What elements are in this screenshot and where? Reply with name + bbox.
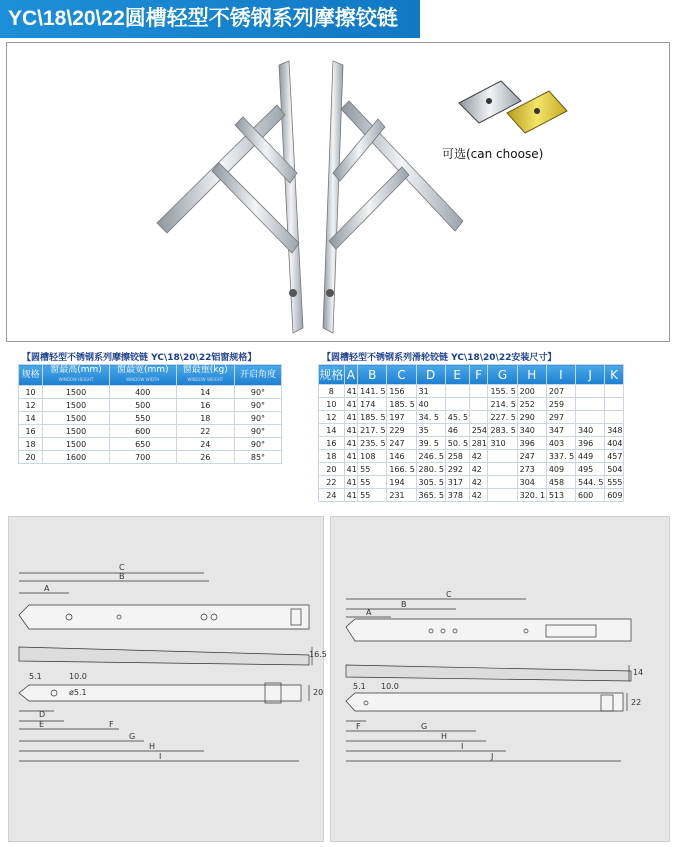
table-row (19, 425, 282, 438)
table-cell: 90° (234, 438, 281, 451)
table-row (319, 398, 624, 411)
table-cell: 42 (469, 450, 488, 463)
table-cell: 1500 (43, 386, 110, 399)
left-hinge (157, 61, 303, 333)
table-cell: 227. 5 (488, 411, 517, 424)
table-cell (605, 411, 624, 424)
table-cell: 200 (517, 385, 546, 398)
table-cell: 258 (445, 450, 469, 463)
table-row (319, 450, 624, 463)
table-cell: 90° (234, 386, 281, 399)
dimension-label: F (109, 720, 114, 729)
table-cell: 35 (416, 424, 445, 437)
dimension-label: B (401, 600, 407, 609)
dimension-label: 5.1 (29, 672, 42, 681)
table-cell: 254 (469, 424, 488, 437)
table-cell: 317 (445, 476, 469, 489)
table-row (319, 489, 624, 502)
spec-header-cell: 窗最重(kg) WINDOW WEIGHT (176, 365, 234, 386)
dimension-label: G (129, 732, 136, 741)
table-cell: 304 (517, 476, 546, 489)
table-cell: 513 (546, 489, 575, 502)
table-cell: 340 (576, 424, 605, 437)
dimension-label: F (356, 722, 361, 731)
table-cell: 41 (344, 476, 358, 489)
dimension-label: 10.0 (69, 672, 87, 681)
install-header-cell: J (576, 365, 605, 385)
table-cell: 16 (19, 425, 43, 438)
table-row (319, 437, 624, 450)
table-cell: 1600 (43, 451, 110, 464)
table-cell (576, 398, 605, 411)
table-cell: 55 (358, 476, 387, 489)
right-hinge (323, 61, 463, 333)
table-cell: 41 (344, 424, 358, 437)
table-cell: 217. 5 (358, 424, 387, 437)
table-cell: 141. 5 (358, 385, 387, 398)
table-cell (445, 385, 469, 398)
table-cell: 504 (605, 463, 624, 476)
spec-header-cell: 开启角度 (234, 365, 281, 386)
dimension-label: I (159, 752, 162, 761)
table-cell: 12 (319, 411, 345, 424)
table-cell: 495 (576, 463, 605, 476)
table-cell (469, 385, 488, 398)
table-cell: 20 (19, 451, 43, 464)
table-cell: 403 (546, 437, 575, 450)
table-cell: 252 (517, 398, 546, 411)
table-cell: 12 (19, 399, 43, 412)
table-row (19, 386, 282, 399)
table-cell: 273 (517, 463, 546, 476)
table-cell (576, 411, 605, 424)
dimension-label: 10.0 (381, 682, 399, 691)
table-cell: 458 (546, 476, 575, 489)
table-row (19, 399, 282, 412)
table-cell: 337. 5 (546, 450, 575, 463)
table-cell: 247 (517, 450, 546, 463)
table-cell: 18 (176, 412, 234, 425)
dimension-label: D (39, 710, 46, 719)
table-cell: 16 (319, 437, 345, 450)
install-header-cell: H (517, 365, 546, 385)
spec-header-sub: WINDOW WEIGHT (187, 377, 224, 382)
page-title: YC\18\20\22圆槽轻型不锈钢系列摩擦铰链 (0, 0, 420, 38)
table-cell (488, 476, 517, 489)
table-cell: 16 (176, 399, 234, 412)
install-header-cell: I (546, 365, 575, 385)
plate-caption: 可选(can choose) (442, 147, 544, 161)
table-cell: 340 (517, 424, 546, 437)
table-cell: 24 (176, 438, 234, 451)
table-cell: 26 (176, 451, 234, 464)
table-cell: 10 (19, 386, 43, 399)
dimension-label: ø5.1 (69, 688, 87, 697)
table-cell: 229 (387, 424, 416, 437)
table-cell: 310 (488, 437, 517, 450)
table-row (19, 438, 282, 451)
install-size-table (318, 364, 624, 502)
table-cell: 185. 5 (358, 411, 387, 424)
dimension-label: 16.5 (309, 650, 327, 659)
table-cell: 396 (517, 437, 546, 450)
dimension-label: I (461, 742, 464, 751)
table-cell: 347 (546, 424, 575, 437)
table-cell: 85° (234, 451, 281, 464)
table-cell: 155. 5 (488, 385, 517, 398)
table-cell: 400 (109, 386, 176, 399)
table-cell: 39. 5 (416, 437, 445, 450)
table-cell: 40 (416, 398, 445, 411)
table-cell: 14 (319, 424, 345, 437)
table-cell: 185. 5 (387, 398, 416, 411)
table-cell: 247 (387, 437, 416, 450)
table2-title: 【圆槽轻型不锈钢系列滑轮铰链 YC\18\20\22安装尺寸】 (322, 353, 557, 363)
table-cell: 259 (546, 398, 575, 411)
table-cell: 41 (344, 398, 358, 411)
dimension-label: 20 (313, 688, 324, 697)
table-cell: 41 (344, 463, 358, 476)
install-header-cell: D (416, 365, 445, 385)
dimension-label: G (421, 722, 428, 731)
install-header-cell: C (387, 365, 416, 385)
table-cell: 290 (517, 411, 546, 424)
dimension-label: J (491, 752, 494, 761)
table-cell: 42 (469, 463, 488, 476)
spec-header-cell: 窗最高(mm) WINDOW HEIGHT (43, 365, 110, 386)
dimension-label: C (119, 563, 125, 572)
table-cell: 1500 (43, 438, 110, 451)
dimension-label: 22 (631, 698, 642, 707)
table-cell: 404 (605, 437, 624, 450)
spec-table-header (19, 365, 282, 386)
spec-header-sub: WINDOW HEIGHT (58, 377, 94, 382)
table-cell: 22 (176, 425, 234, 438)
install-header-cell: K (605, 365, 624, 385)
table-cell: 10 (319, 398, 345, 411)
table-cell: 231 (387, 489, 416, 502)
table-cell: 207 (546, 385, 575, 398)
table-row (319, 463, 624, 476)
table-cell (605, 385, 624, 398)
table-cell: 20 (319, 463, 345, 476)
table-cell: 55 (358, 463, 387, 476)
table-cell: 108 (358, 450, 387, 463)
table-cell: 650 (109, 438, 176, 451)
table-cell (469, 398, 488, 411)
table-cell: 609 (605, 489, 624, 502)
dimension-label: E (39, 720, 45, 729)
table-row (19, 412, 282, 425)
table-row (19, 451, 282, 464)
table-cell: 235. 5 (358, 437, 387, 450)
table-cell: 42 (469, 476, 488, 489)
dimension-label: A (366, 608, 372, 617)
spec-header-sub: WINDOW WIDTH (126, 377, 160, 382)
table-row (319, 385, 624, 398)
table-cell: 600 (109, 425, 176, 438)
table-cell: 55 (358, 489, 387, 502)
table1-title: 【圆槽轻型不锈钢系列摩擦铰链 YC\18\20\22铝窗规格】 (22, 353, 257, 363)
table-cell: 90° (234, 425, 281, 438)
table-cell: 156 (387, 385, 416, 398)
install-table-header (319, 365, 624, 385)
table-cell: 449 (576, 450, 605, 463)
table-cell: 246. 5 (416, 450, 445, 463)
table-row (319, 424, 624, 437)
table-cell: 34. 5 (416, 411, 445, 424)
table-cell: 600 (576, 489, 605, 502)
table-cell: 90° (234, 399, 281, 412)
table-cell: 31 (416, 385, 445, 398)
install-header-cell: G (488, 365, 517, 385)
spec-header-cell: 窗最宽(mm) WINDOW WIDTH (109, 365, 176, 386)
table-cell: 292 (445, 463, 469, 476)
install-header-cell: A (344, 365, 358, 385)
table-cell: 18 (19, 438, 43, 451)
table-cell: 555 (605, 476, 624, 489)
table-cell: 1500 (43, 399, 110, 412)
table-cell: 41 (344, 411, 358, 424)
dimension-label: 14 (633, 668, 644, 677)
optional-plates (459, 81, 567, 133)
table-cell: 457 (605, 450, 624, 463)
dimension-label: H (441, 732, 448, 741)
table-cell: 320. 1 (517, 489, 546, 502)
table-cell (576, 385, 605, 398)
table-cell (488, 450, 517, 463)
table-cell: 46 (445, 424, 469, 437)
technical-drawing-2 (330, 516, 670, 842)
spec-table (18, 364, 282, 464)
table-cell: 365. 5 (416, 489, 445, 502)
install-header-cell: E (445, 365, 469, 385)
table-cell: 197 (387, 411, 416, 424)
spec-header-cell: 规格 (19, 365, 43, 386)
table-cell: 214. 5 (488, 398, 517, 411)
table-cell: 283. 5 (488, 424, 517, 437)
table-row (319, 476, 624, 489)
table-cell: 544. 5 (576, 476, 605, 489)
dimension-label: A (44, 584, 50, 593)
table-cell: 280. 5 (416, 463, 445, 476)
table-cell: 24 (319, 489, 345, 502)
table-cell: 18 (319, 450, 345, 463)
table-cell: 22 (319, 476, 345, 489)
table-cell (469, 411, 488, 424)
table-cell: 700 (109, 451, 176, 464)
table-cell: 396 (576, 437, 605, 450)
dimension-label: B (119, 572, 125, 581)
table-cell: 41 (344, 437, 358, 450)
table-cell: 166. 5 (387, 463, 416, 476)
table-cell: 1500 (43, 425, 110, 438)
table-cell: 41 (344, 450, 358, 463)
table-cell: 50. 5 (445, 437, 469, 450)
table-cell: 378 (445, 489, 469, 502)
table-cell: 174 (358, 398, 387, 411)
install-header-cell: F (469, 365, 488, 385)
install-header-cell: B (358, 365, 387, 385)
technical-drawing-1 (8, 516, 327, 842)
table-row (319, 411, 624, 424)
table-cell: 409 (546, 463, 575, 476)
table-cell: 42 (469, 489, 488, 502)
table-cell (488, 463, 517, 476)
hinge-illustration (7, 43, 671, 343)
table-cell: 297 (546, 411, 575, 424)
table-cell: 41 (344, 385, 358, 398)
table-cell: 41 (344, 489, 358, 502)
table-cell: 550 (109, 412, 176, 425)
table-cell: 146 (387, 450, 416, 463)
table-cell: 14 (176, 386, 234, 399)
product-photo (6, 42, 670, 342)
dimension-label: 5.1 (353, 682, 366, 691)
table-cell: 348 (605, 424, 624, 437)
table-cell (605, 398, 624, 411)
table-cell: 281 (469, 437, 488, 450)
dimension-label: H (149, 742, 156, 751)
dimension-label: C (446, 590, 452, 599)
table-cell (445, 398, 469, 411)
table-cell: 1500 (43, 412, 110, 425)
table-cell: 90° (234, 412, 281, 425)
table-cell: 14 (19, 412, 43, 425)
table-cell: 8 (319, 385, 345, 398)
table-cell (488, 489, 517, 502)
table-cell: 305. 5 (416, 476, 445, 489)
table-cell: 500 (109, 399, 176, 412)
install-header-cell: 规格 (319, 365, 345, 385)
table-cell: 45. 5 (445, 411, 469, 424)
table-cell: 194 (387, 476, 416, 489)
